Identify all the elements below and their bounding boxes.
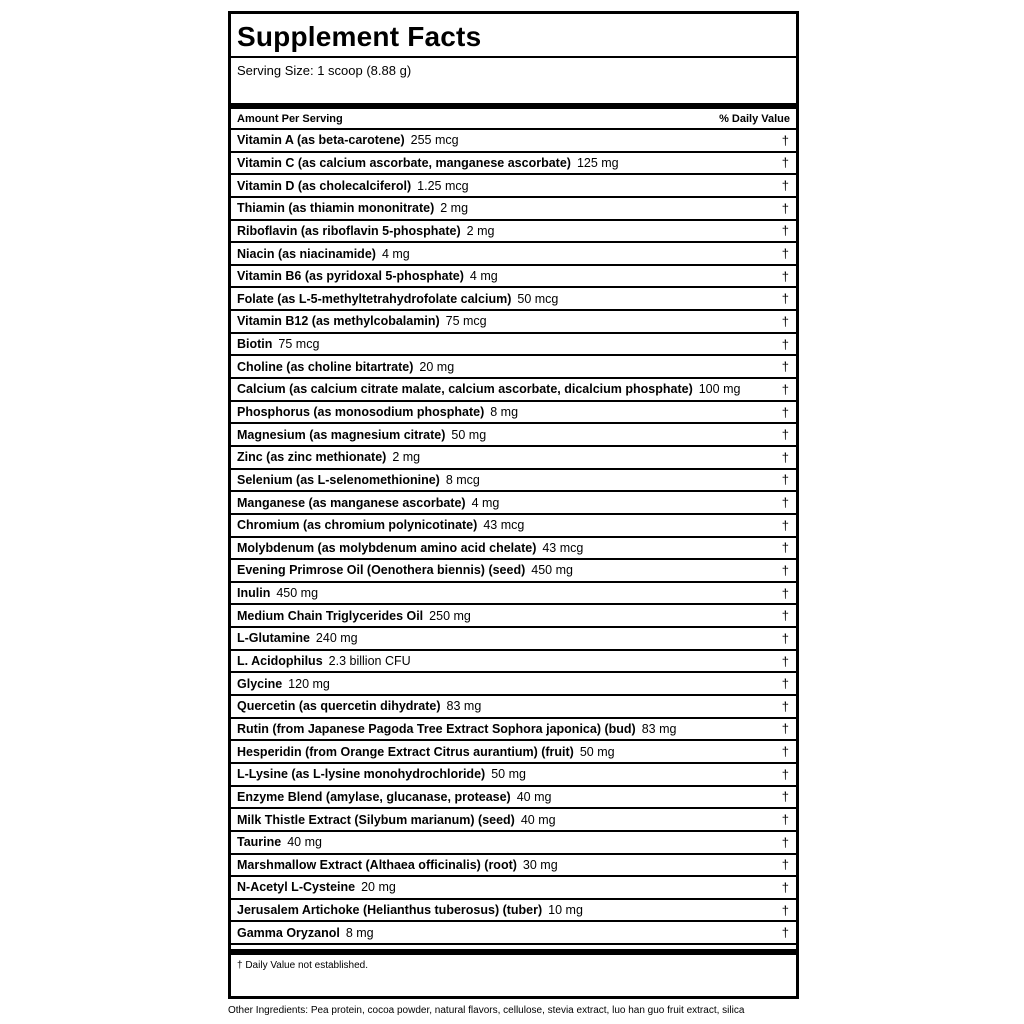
nutrient-name: Zinc (as zinc methionate) bbox=[237, 450, 387, 465]
nutrient-name: Chromium (as chromium polynicotinate) bbox=[237, 518, 478, 533]
column-header-row bbox=[231, 109, 796, 130]
nutrient-info bbox=[237, 631, 358, 645]
nutrient-info bbox=[237, 722, 676, 736]
nutrient-daily-value: † bbox=[781, 721, 789, 737]
nutrient-name: Rutin (from Japanese Pagoda Tree Extract Sophora japonica) (bud) bbox=[237, 721, 636, 736]
nutrient-row bbox=[231, 515, 796, 538]
nutrient-row bbox=[231, 470, 796, 493]
nutrient-daily-value: † bbox=[781, 789, 789, 805]
nutrient-row bbox=[231, 243, 796, 266]
nutrient-amount: 20 mg bbox=[361, 880, 396, 895]
nutrient-name: Niacin (as niacinamide) bbox=[237, 246, 376, 261]
nutrient-amount: 450 mg bbox=[531, 563, 573, 578]
nutrient-name: N-Acetyl L-Cysteine bbox=[237, 880, 356, 895]
nutrient-row bbox=[231, 809, 796, 832]
nutrient-row bbox=[231, 538, 796, 561]
nutrient-row bbox=[231, 379, 796, 402]
nutrient-daily-value: † bbox=[781, 857, 789, 873]
nutrient-amount: 83 mg bbox=[641, 721, 677, 736]
nutrient-name: Manganese (as manganese ascorbate) bbox=[237, 495, 466, 510]
nutrient-amount: 125 mg bbox=[576, 155, 619, 170]
nutrient-row bbox=[231, 311, 796, 334]
nutrient-info bbox=[237, 337, 319, 351]
nutrient-row bbox=[231, 877, 796, 900]
nutrient-daily-value: † bbox=[781, 359, 789, 375]
nutrient-daily-value: † bbox=[781, 472, 789, 488]
nutrient-daily-value: † bbox=[781, 676, 789, 692]
other-ingredients: Other Ingredients: Pea protein, cocoa powder, natural flavors, cellulose, stevia extract, luo han guo fruit extract, silica bbox=[228, 1005, 745, 1016]
nutrient-amount: 43 mcg bbox=[483, 518, 525, 533]
nutrient-row bbox=[231, 221, 796, 244]
nutrient-name: Jerusalem Artichoke (Helianthus tuberosus) (tuber) bbox=[237, 903, 543, 918]
nutrient-daily-value: † bbox=[781, 766, 789, 782]
nutrient-name: Gamma Oryzanol bbox=[237, 925, 340, 940]
nutrient-info bbox=[237, 745, 615, 759]
nutrient-daily-value: † bbox=[781, 427, 789, 443]
nutrient-info bbox=[237, 654, 411, 668]
nutrient-name: Vitamin D (as cholecalciferol) bbox=[237, 178, 412, 193]
nutrient-row bbox=[231, 719, 796, 742]
nutrient-daily-value: † bbox=[781, 698, 789, 714]
nutrient-row bbox=[231, 922, 796, 945]
nutrient-info bbox=[237, 450, 420, 464]
nutrient-name: L-Glutamine bbox=[237, 631, 310, 646]
nutrient-name: Quercetin (as quercetin dihydrate) bbox=[237, 699, 441, 714]
nutrient-amount: 2 mg bbox=[466, 223, 495, 238]
nutrient-daily-value: † bbox=[781, 336, 789, 352]
serving-size: Serving Size: 1 scoop (8.88 g) bbox=[237, 63, 412, 78]
nutrient-info bbox=[237, 269, 498, 283]
nutrient-daily-value: † bbox=[781, 653, 789, 669]
nutrient-name: Calcium (as calcium citrate malate, calcium ascorbate, dicalcium phosphate) bbox=[237, 382, 693, 397]
nutrient-info bbox=[237, 382, 740, 396]
nutrient-name: L. Acidophilus bbox=[237, 654, 323, 669]
nutrient-daily-value: † bbox=[781, 744, 789, 760]
nutrient-name: Marshmallow Extract (Althaea officinalis) (root) bbox=[237, 857, 517, 872]
nutrient-row bbox=[231, 288, 796, 311]
nutrient-amount: 100 mg bbox=[698, 382, 741, 397]
nutrient-daily-value: † bbox=[781, 404, 789, 420]
nutrient-row bbox=[231, 651, 796, 674]
nutrient-name: Vitamin A (as beta-carotene) bbox=[237, 133, 405, 148]
nutrient-daily-value: † bbox=[781, 608, 789, 624]
nutrient-daily-value: † bbox=[781, 925, 789, 941]
nutrient-daily-value: † bbox=[781, 879, 789, 895]
daily-value-label: % Daily Value bbox=[719, 112, 790, 125]
nutrient-name: L-Lysine (as L-lysine monohydrochloride) bbox=[237, 767, 486, 782]
nutrient-name: Glycine bbox=[237, 676, 283, 691]
nutrient-row bbox=[231, 673, 796, 696]
nutrient-amount: 30 mg bbox=[522, 857, 558, 872]
nutrient-amount: 40 mg bbox=[520, 812, 556, 827]
nutrient-daily-value: † bbox=[781, 449, 789, 465]
nutrient-row bbox=[231, 605, 796, 628]
supplement-facts-panel bbox=[228, 11, 799, 999]
nutrient-info bbox=[237, 563, 573, 577]
nutrient-info bbox=[237, 541, 583, 555]
daily-value-footnote: † Daily Value not established. bbox=[237, 960, 369, 972]
nutrient-row bbox=[231, 356, 796, 379]
nutrient-daily-value: † bbox=[781, 132, 789, 148]
nutrient-info bbox=[237, 314, 487, 328]
nutrient-row bbox=[231, 787, 796, 810]
nutrient-row bbox=[231, 424, 796, 447]
nutrient-info bbox=[237, 880, 396, 894]
nutrient-amount: 2 mg bbox=[440, 201, 469, 216]
nutrient-row bbox=[231, 583, 796, 606]
nutrient-info bbox=[237, 767, 526, 781]
nutrient-amount: 2.3 billion CFU bbox=[328, 654, 411, 669]
nutrient-name: Riboflavin (as riboflavin 5-phosphate) bbox=[237, 223, 461, 238]
nutrient-info bbox=[237, 405, 518, 419]
nutrient-amount: 50 mg bbox=[451, 427, 487, 442]
nutrient-daily-value: † bbox=[781, 517, 789, 533]
nutrient-name: Folate (as L-5-methyltetrahydrofolate calcium) bbox=[237, 291, 512, 306]
nutrient-name: Phosphorus (as monosodium phosphate) bbox=[237, 405, 485, 419]
nutrient-info bbox=[237, 858, 558, 872]
nutrient-name: Vitamin B12 (as methylcobalamin) bbox=[237, 314, 440, 329]
nutrient-row bbox=[231, 764, 796, 787]
nutrient-daily-value: † bbox=[781, 902, 789, 918]
nutrient-info bbox=[237, 926, 374, 940]
nutrient-daily-value: † bbox=[781, 268, 789, 284]
nutrient-row bbox=[231, 628, 796, 651]
nutrient-info bbox=[237, 518, 524, 532]
nutrient-info bbox=[237, 903, 583, 917]
nutrient-amount: 50 mcg bbox=[517, 291, 559, 306]
panel-title: Supplement Facts bbox=[237, 21, 482, 52]
nutrient-amount: 8 mcg bbox=[445, 472, 480, 487]
nutrient-daily-value: † bbox=[781, 834, 789, 850]
nutrient-amount: 75 mcg bbox=[445, 314, 487, 329]
nutrient-amount: 40 mg bbox=[516, 789, 552, 804]
nutrient-amount: 50 mg bbox=[579, 744, 615, 759]
nutrient-amount: 75 mcg bbox=[278, 337, 320, 352]
nutrient-amount: 255 mcg bbox=[410, 133, 459, 148]
nutrient-daily-value: † bbox=[781, 540, 789, 556]
nutrient-amount: 8 mg bbox=[345, 925, 374, 940]
nutrient-name: Thiamin (as thiamin mononitrate) bbox=[237, 201, 435, 216]
nutrient-name: Enzyme Blend (amylase, glucanase, protease) bbox=[237, 789, 511, 804]
nutrient-name: Biotin bbox=[237, 337, 273, 352]
nutrient-row bbox=[231, 153, 796, 176]
nutrient-info bbox=[237, 496, 499, 510]
nutrient-name: Selenium (as L-selenomethionine) bbox=[237, 472, 440, 487]
nutrient-name: Vitamin B6 (as pyridoxal 5-phosphate) bbox=[237, 269, 464, 284]
nutrient-row bbox=[231, 130, 796, 153]
nutrient-daily-value: † bbox=[781, 585, 789, 601]
nutrient-row bbox=[231, 266, 796, 289]
nutrient-list bbox=[231, 130, 796, 945]
nutrient-amount: 20 mg bbox=[419, 359, 455, 374]
nutrient-row bbox=[231, 900, 796, 923]
nutrient-row bbox=[231, 334, 796, 357]
nutrient-daily-value: † bbox=[781, 495, 789, 511]
nutrient-daily-value: † bbox=[781, 155, 789, 171]
nutrient-name: Choline (as choline bitartrate) bbox=[237, 359, 414, 374]
nutrient-info bbox=[237, 813, 556, 827]
nutrient-row bbox=[231, 492, 796, 515]
nutrient-amount: 240 mg bbox=[315, 631, 358, 646]
nutrient-daily-value: † bbox=[781, 381, 789, 397]
nutrient-name: Magnesium (as magnesium citrate) bbox=[237, 427, 446, 442]
nutrient-name: Milk Thistle Extract (Silybum marianum) (seed) bbox=[237, 812, 515, 827]
nutrient-info bbox=[237, 201, 468, 215]
nutrient-amount: 43 mcg bbox=[542, 540, 584, 555]
nutrient-amount: 250 mg bbox=[429, 608, 471, 623]
nutrient-name: Evening Primrose Oil (Oenothera biennis) (seed) bbox=[237, 563, 526, 578]
nutrient-info bbox=[237, 586, 318, 600]
nutrient-amount: 450 mg bbox=[276, 586, 319, 601]
nutrient-name: Inulin bbox=[237, 586, 271, 601]
nutrient-daily-value: † bbox=[781, 313, 789, 329]
nutrient-info bbox=[237, 133, 459, 147]
nutrient-name: Hesperidin (from Orange Extract Citrus aurantium) (fruit) bbox=[237, 744, 574, 759]
nutrient-info bbox=[237, 677, 330, 691]
nutrient-amount: 120 mg bbox=[288, 676, 330, 691]
nutrient-info bbox=[237, 224, 494, 238]
nutrient-amount: 4 mg bbox=[381, 246, 410, 261]
nutrient-daily-value: † bbox=[781, 812, 789, 828]
nutrient-row bbox=[231, 175, 796, 198]
nutrient-row bbox=[231, 696, 796, 719]
nutrient-amount: 83 mg bbox=[446, 699, 482, 714]
nutrient-info bbox=[237, 292, 558, 306]
nutrient-amount: 10 mg bbox=[548, 903, 583, 918]
nutrient-info bbox=[237, 699, 481, 713]
nutrient-daily-value: † bbox=[781, 223, 789, 239]
nutrient-row bbox=[231, 402, 796, 425]
nutrient-info bbox=[237, 473, 480, 487]
nutrient-amount: 8 mg bbox=[490, 405, 519, 419]
nutrient-name: Medium Chain Triglycerides Oil bbox=[237, 608, 424, 623]
nutrient-row bbox=[231, 741, 796, 764]
nutrient-daily-value: † bbox=[781, 291, 789, 307]
nutrient-name: Vitamin C (as calcium ascorbate, manganese ascorbate) bbox=[237, 155, 571, 170]
nutrient-amount: 50 mg bbox=[491, 767, 526, 782]
nutrient-daily-value: † bbox=[781, 200, 789, 216]
nutrient-info bbox=[237, 179, 469, 193]
nutrient-info bbox=[237, 428, 486, 442]
nutrient-row bbox=[231, 447, 796, 470]
nutrient-row bbox=[231, 832, 796, 855]
nutrient-daily-value: † bbox=[781, 178, 789, 194]
nutrient-info bbox=[237, 247, 410, 261]
nutrient-amount: 4 mg bbox=[471, 495, 500, 510]
nutrient-name: Taurine bbox=[237, 835, 282, 850]
nutrient-info bbox=[237, 360, 454, 374]
nutrient-info bbox=[237, 835, 322, 849]
nutrient-name: Molybdenum (as molybdenum amino acid chelate) bbox=[237, 540, 537, 555]
nutrient-daily-value: † bbox=[781, 630, 789, 646]
nutrient-row bbox=[231, 855, 796, 878]
nutrient-amount: 1.25 mcg bbox=[417, 178, 469, 193]
nutrient-amount: 2 mg bbox=[392, 450, 421, 465]
nutrient-info bbox=[237, 609, 471, 623]
nutrient-row bbox=[231, 198, 796, 221]
nutrient-amount: 40 mg bbox=[287, 835, 322, 850]
amount-per-serving-label: Amount Per Serving bbox=[237, 112, 343, 125]
nutrient-info bbox=[237, 790, 551, 804]
nutrient-daily-value: † bbox=[781, 562, 789, 578]
nutrient-daily-value: † bbox=[781, 246, 789, 262]
nutrient-info bbox=[237, 156, 619, 170]
nutrient-amount: 4 mg bbox=[469, 269, 498, 284]
nutrient-row bbox=[231, 560, 796, 583]
